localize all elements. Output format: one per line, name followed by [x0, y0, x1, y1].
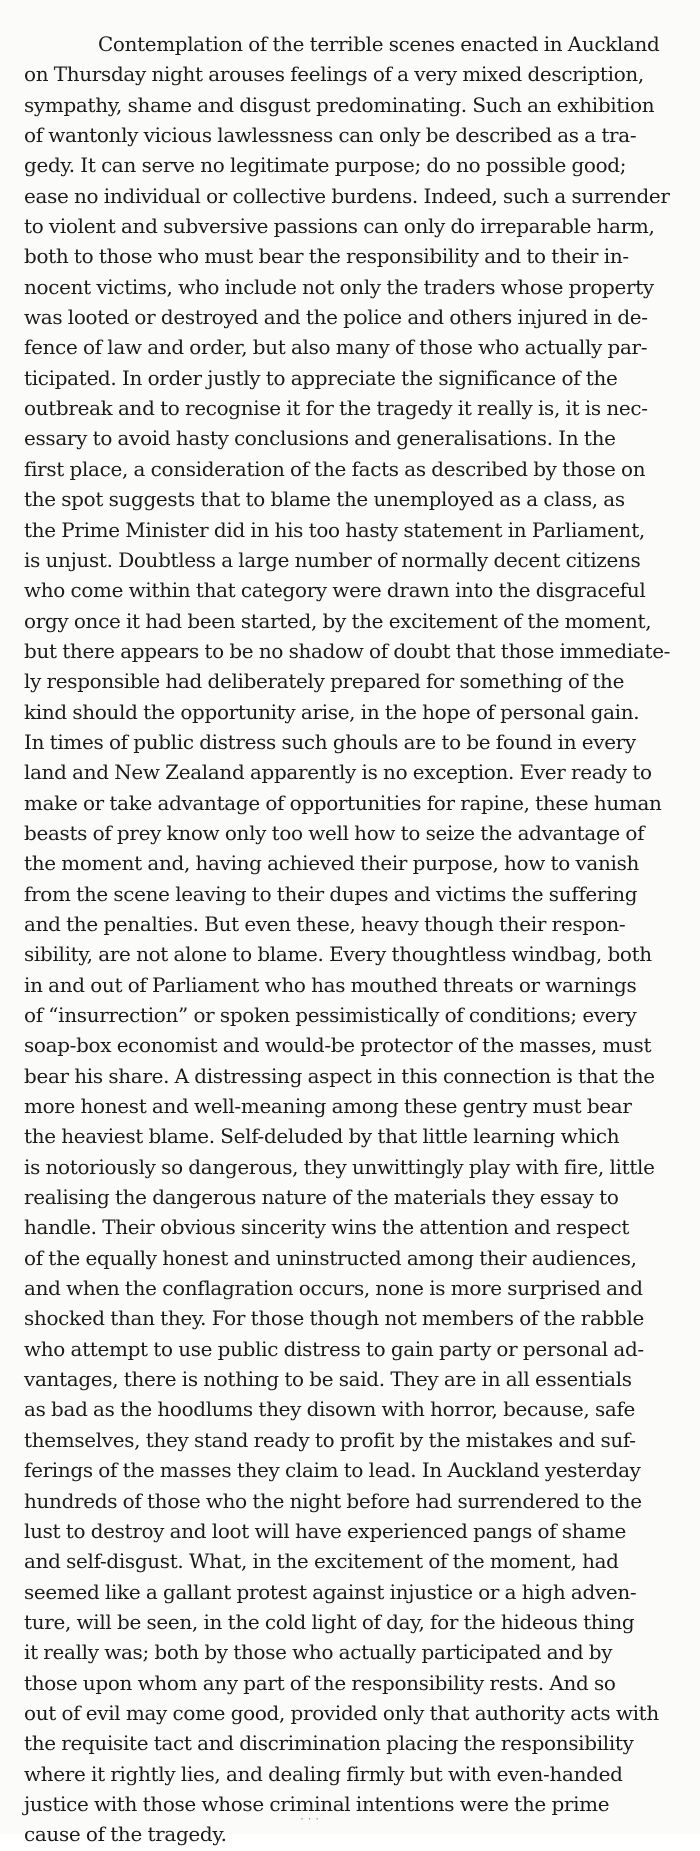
article-line: was looted or destroyed and the police and others injured in de- [24, 306, 648, 330]
article-line: handle. Their obvious sincerity wins the attention and respect [24, 1216, 630, 1240]
article-line: who come within that category were drawn into the disgraceful [24, 579, 646, 603]
article-line: ferings of the masses they claim to lead. In Auckland yesterday [24, 1459, 641, 1483]
article-line: realising the dangerous nature of the materials they essay to [24, 1186, 619, 1210]
article-line: on Thursday night arouses feelings of a very mixed description, [24, 63, 644, 87]
article-line: the Prime Minister did in his too hasty statement in Parliament, [24, 518, 645, 542]
article-line: ture, will be seen, in the cold light of day, for the hideous thing [24, 1610, 635, 1634]
article-line: and when the conflagration occurs, none is more surprised and [24, 1277, 643, 1301]
article-line: seemed like a gallant protest against injustice or a high adven- [24, 1580, 637, 1604]
article-line: sibility, are not alone to blame. Every thoughtless windbag, both [24, 943, 652, 967]
article-line: of “insurrection” or spoken pessimistically of conditions; every [24, 1004, 637, 1027]
article-line: ticipated. In order justly to appreciate the significance of the [24, 366, 618, 390]
article-line: both to those who must bear the responsibility and to their in- [24, 245, 629, 269]
article-line: is notoriously so dangerous, they unwittingly play with fire, little [24, 1155, 655, 1179]
article-line: In times of public distress such ghouls are to be found in every [24, 730, 636, 754]
article-line: of the equally honest and uninstructed among their audiences, [24, 1246, 637, 1270]
article-line: gedy. It can serve no legitimate purpose; do no possible good; [24, 154, 627, 178]
article-line: themselves, they stand ready to profit by the mistakes and suf- [24, 1428, 636, 1452]
article-line: of wantonly vicious lawlessness can only be described as a tra- [24, 124, 637, 148]
article-line: nocent victims, who include not only the traders whose property [24, 275, 654, 299]
article-line: more honest and well-meaning among these gentry must bear [24, 1095, 632, 1119]
article-line: but there appears to be no shadow of doubt that those immediate- [24, 639, 671, 663]
article-line: it really was; both by those who actually participated and by [24, 1641, 613, 1665]
article-line: shocked than they. For those though not members of the rabble [24, 1307, 645, 1331]
article-line: in and out of Parliament who has mouthed threats or warnings [24, 973, 637, 997]
article-line: the spot suggests that to blame the unemployed as a class, as [24, 488, 625, 512]
article-line: first place, a consideration of the facts as described by those on [24, 457, 646, 481]
article-line: orgy once it had been started, by the excitement of the moment, [24, 609, 652, 633]
article-line: and the penalties. But even these, heavy though their respon- [24, 912, 626, 936]
article-line: the heaviest blame. Self-deluded by that little learning which [24, 1125, 620, 1149]
article-line: sympathy, shame and disgust predominating. Such an exhibition [24, 93, 655, 117]
article-line: the moment and, having achieved their purpose, how to vanish [24, 852, 640, 876]
article-line: ease no individual or collective burdens. Indeed, such a surrender [24, 184, 670, 208]
print-speck: · · · [300, 1812, 320, 1826]
article-line: beasts of prey know only too well how to seize the advantage of [24, 821, 645, 845]
article-line: who attempt to use public distress to gain party or personal ad- [24, 1337, 644, 1361]
article-line: fence of law and order, but also many of those who actually par- [24, 336, 648, 360]
article-line: vantages, there is nothing to be said. They are in all essentials [24, 1368, 632, 1392]
article-line: essary to avoid hasty conclusions and generalisations. In the [24, 427, 616, 451]
article-line: soap-box economist and would-be protector of the masses, must [24, 1034, 652, 1058]
article-line: bear his share. A distressing aspect in this connection is that the [24, 1064, 655, 1088]
article-line: outbreak and to recognise it for the tragedy it really is, it is nec- [24, 397, 648, 421]
article-line: as bad as the hoodlums they disown with horror, because, safe [24, 1398, 636, 1422]
article-line: cause of the tragedy. [24, 1823, 227, 1847]
article-line: the requisite tact and discrimination placing the responsibility [24, 1732, 634, 1756]
article-line: where it rightly lies, and dealing firmly but with even-handed [24, 1762, 623, 1786]
article-line: make or take advantage of opportunities for rapine, these human [24, 791, 662, 815]
article-line: from the scene leaving to their dupes and victims the suffering [24, 882, 638, 906]
article-line: ly responsible had deliberately prepared for something of the [24, 670, 625, 694]
article-line: Contemplation of the terrible scenes enacted in Auckland [98, 33, 660, 56]
article-line: to violent and subversive passions can only do irreparable harm, [24, 215, 655, 239]
article-line: out of evil may come good, provided only that authority acts with [24, 1701, 659, 1725]
article-line: justice with those whose criminal intentions were the prime [24, 1792, 610, 1816]
article-line: hundreds of those who the night before had surrendered to the [24, 1489, 642, 1513]
article-line: and self-disgust. What, in the excitement of the moment, had [24, 1550, 619, 1574]
article-line: those upon whom any part of the responsibility rests. And so [24, 1671, 616, 1695]
article-line: land and New Zealand apparently is no exception. Ever ready to [24, 761, 652, 785]
article-line: kind should the opportunity arise, in the hope of personal gain. [24, 700, 640, 724]
editorial-article [24, 30, 688, 1851]
article-line: is unjust. Doubtless a large number of normally decent citizens [24, 548, 641, 572]
article-line: lust to destroy and loot will have experienced pangs of shame [24, 1519, 626, 1543]
